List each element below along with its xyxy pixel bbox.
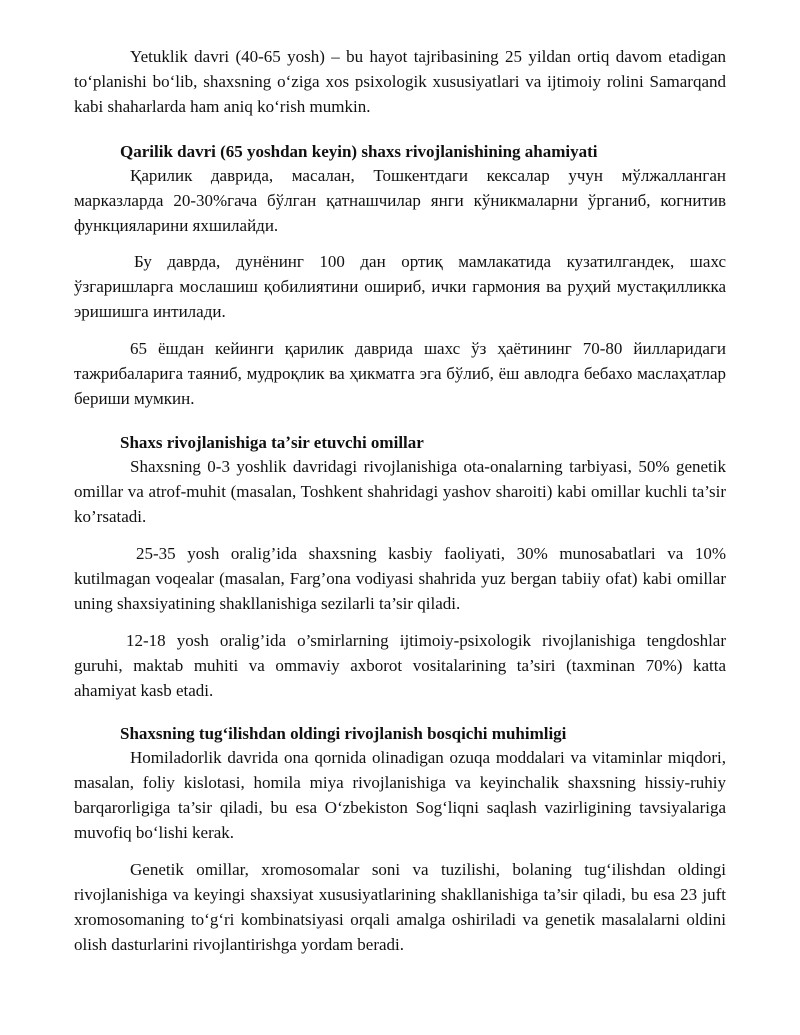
paragraph-text: Yetuklik davri (40-65 yosh) – bu hayot tajribasining 25 yildan ortiq davom etadigan to‘planishi bo‘lib, shaxsning o‘ziga xos psixologik xususiyatlari va ijtimoiy rolini Samarqand kabi shaharlarda ham aniq ko‘rish mumkin. <box>74 47 726 116</box>
paragraph-text: 25-35 yosh oralig’ida shaxsning kasbiy faoliyati, 30% munosabatlari va 10% kutilmagan voqealar (masalan, Farg’ona vodiyasi shahrida yuz bergan tabiiy ofat) kabi omillar uning shaxsiyatining shakllanishiga sezilarli ta’sir qiladi. <box>74 544 726 613</box>
paragraph-text: Genetik omillar, xromosomalar soni va tuzilishi, bolaning tug‘ilishdan oldingi rivojlanishiga va keyingi shaxsiyat xususiyatlarining shakllanishiga ta’sir qiladi, bu esa 23 juft xromosomaning to‘g‘ri kombinatsiyasi orqali amalga oshiriladi va genetik masalalarni oldini olish dasturlarini rivojlantirishga yordam beradi. <box>74 860 726 954</box>
heading-prenatal: Shaxsning tug‘ilishdan oldingi rivojlanish bosqichi muhimligi <box>120 724 567 743</box>
paragraph-text: Homiladorlik davrida ona qornida olinadigan ozuqa moddalari va vitaminlar miqdori, masalan, foliy kislotasi, homila miya rivojlanishiga va keyinchalik shaxsning hissiy-ruhiy barqarorligiga ta’sir qiladi, bu esa O‘zbekiston Sog‘liqni saqlash vazirligining tavsiyalariga muvofiq bo‘lishi kerak. <box>74 748 726 842</box>
paragraph-text: 12-18 yosh oralig’ida o’smirlarning ijtimoiy-psixologik rivojlanishiga tengdoshlar guruhi, maktab muhiti va ommaviy axborot vositalarining ta’siri (taxminan 70%) katta ahamiyat kasb etadi. <box>74 631 726 700</box>
paragraph-genetics <box>74 857 726 957</box>
heading-factors: Shaxs rivojlanishiga taʼsir etuvchi omillar <box>120 433 424 452</box>
paragraph-text: 65 ёшдан кейинги қарилик даврида шахс ўз ҳаётининг 70-80 йилларидаги тажрибаларига таяниб, мудроқлик ва ҳикматга эга бўлиб, ёш авлодга бебахо маслаҳатлар бериши мумкин. <box>74 339 726 408</box>
heading-old-age: Qarilik davri (65 yoshdan keyin) shaxs rivojlanishining ahamiyati <box>120 142 598 161</box>
paragraph-adolescence <box>74 628 726 703</box>
paragraph-text: Shaxsning 0-3 yoshlik davridagi rivojlanishiga ota-onalarning tarbiyasi, 50% genetik omillar va atrof-muhit (masalan, Toshkent shahridagi yashov sharoiti) kabi omillar kuchli ta’sir ko’rsatadi. <box>74 457 726 526</box>
paragraph-pregnancy-nutrition <box>74 745 726 845</box>
paragraph-text: Қарилик даврида, масалан, Тошкентдаги кексалар учун мўлжалланган марказларда 20-30%гача бўлган қатнашчилар янги кўникмаларни ўрганиб, когнитив функцияларини яхшилайди. <box>74 166 726 235</box>
paragraph-career-age <box>74 541 726 616</box>
paragraph-text: Бу даврда, дунёнинг 100 дан ортиқ мамлакатида кузатилгандек, шахс ўзгаришларга мослашиш қобилиятини ошириб, ички гармония ва руҳий мустақилликка эришишга интилади. <box>74 252 726 321</box>
paragraph-maturity <box>74 44 726 119</box>
paragraph-experience <box>74 336 726 411</box>
paragraph-early-childhood <box>74 454 726 529</box>
paragraph-old-age-centers <box>74 163 726 238</box>
paragraph-adaptation <box>74 249 726 324</box>
